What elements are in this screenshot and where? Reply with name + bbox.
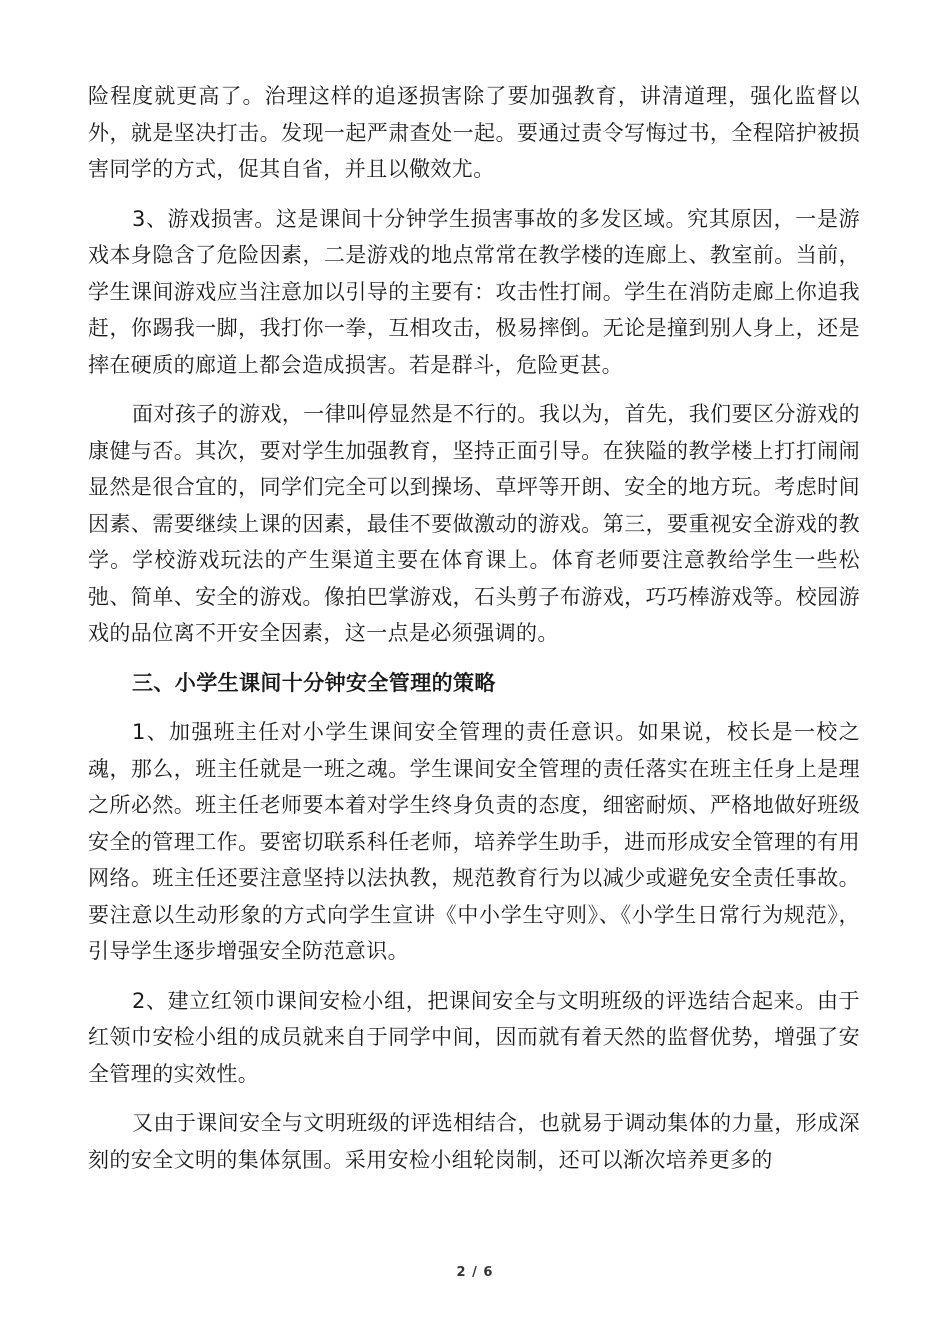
- section-heading-strategy: 三、小学生课间十分钟安全管理的策略: [132, 670, 496, 695]
- paragraph-game-injury: 3、游戏损害。这是课间十分钟学生损害事故的多发区域。究其原因，一是游戏本身隐含了危险因素，二是游戏的地点常常在教学楼的连廊上、教室前。当前，学生课间游戏应当注意加以引导的主要有：攻击性打闹。学生在消防走廊上你追我赶，你踢我一脚，我打你一拳，互相攻击，极易摔倒。无论是撞到别人身上，还是摔在硬质的廊道上都会造成损害。若是群斗，危险更甚。: [88, 206, 860, 377]
- paragraph-collective: 又由于课间安全与文明班级的评选相结合，也就易于调动集体的力量，形成深刻的安全文明的集体氛围。采用安检小组轮岗制，还可以渐次培养更多的: [88, 1111, 860, 1172]
- paragraph-continuation: 险程度就更高了。治理这样的追逐损害除了要加强教育，讲清道理，强化监督以外，就是坚决打击。发现一起严肃查处一起。要通过责令写悔过书，全程陪护被损害同学的方式，促其自省，并且以儆效尤。: [88, 84, 860, 181]
- page-number: 2 / 6: [456, 1265, 494, 1280]
- paragraph-head-teacher: 1、加强班主任对小学生课间安全管理的责任意识。如果说，校长是一校之魂，那么，班主任就是一班之魂。学生课间安全管理的责任落实在班主任身上是理之所必然。班主任老师要本着对学生终身负责的态度，细密耐烦、严格地做好班级安全的管理工作。要密切联系科任老师，培养学生助手，进而形成安全管理的有用网络。班主任还要注意坚持以法执教，规范教育行为以减少或避免安全责任事故。要注意以生动形象的方式向学生宣讲《中小学生守则》、《小学生日常行为规范》，引导学生逐步增强安全防范意识。: [88, 720, 860, 963]
- paragraph-game-guidance: 面对孩子的游戏，一律叫停显然是不行的。我以为，首先，我们要区分游戏的康健与否。其次，要对学生加强教育，坚持正面引导。在狭隘的教学楼上打打闹闹显然是很合宜的，同学们完全可以到操场、草坪等开朗、安全的地方玩。考虑时间因素、需要继续上课的因素，最佳不要做激动的游戏。第三，要重视安全游戏的教学。学校游戏玩法的产生渠道主要在体育课上。体育老师要注意教给学生一些松弛、简单、安全的游戏。像拍巴掌游戏，石头剪子布游戏，巧巧棒游戏等。校园游戏的品位离不开安全因素，这一点是必须强调的。: [88, 402, 860, 645]
- document-body: [88, 78, 860, 1191]
- paragraph-inspection-group: 2、建立红领巾课间安检小组，把课间安全与文明班级的评选结合起来。由于红领巾安检小组的成员就来自于同学中间，因而就有着天然的监督优势，增强了安全管理的实效性。: [88, 988, 860, 1086]
